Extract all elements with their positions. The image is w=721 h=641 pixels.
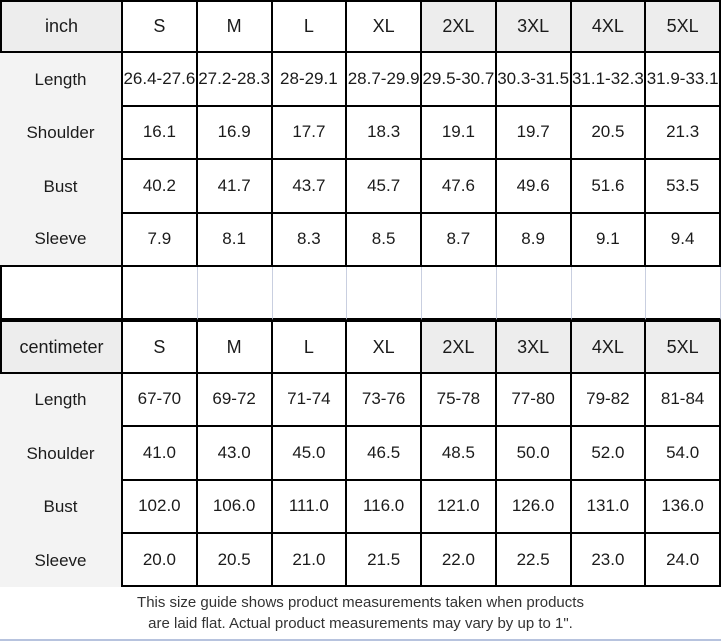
measurement-value-cell: 24.0: [646, 534, 721, 587]
measurement-value-cell: 21.3: [646, 107, 721, 160]
measurement-value-cell: 16.9: [198, 107, 273, 160]
measurement-value-cell: 102.0: [123, 481, 198, 534]
measurement-value-cell: 20.5: [198, 534, 273, 587]
measurement-value-cell: 77-80: [497, 374, 572, 427]
measurement-value-cell: 9.4: [646, 214, 721, 267]
size-header-cell: M: [198, 0, 273, 53]
measurement-value-cell: 111.0: [273, 481, 348, 534]
measurement-value-cell: 8.3: [273, 214, 348, 267]
measurement-value-cell: 69-72: [198, 374, 273, 427]
measure-label-cell: Shoulder: [0, 107, 123, 160]
measure-label-cell: Bust: [0, 160, 123, 213]
measurement-value-cell: 31.1-32.3: [572, 53, 647, 106]
size-guide-note-line1: This size guide shows product measurements taken when products: [137, 593, 584, 611]
size-header-cell: L: [273, 320, 348, 373]
measurement-value-cell: 23.0: [572, 534, 647, 587]
unit-header-cell: inch: [0, 0, 123, 53]
spacer-cell: [572, 267, 647, 320]
measurement-value-cell: 41.0: [123, 427, 198, 480]
measurement-value-cell: 54.0: [646, 427, 721, 480]
measurement-value-cell: 106.0: [198, 481, 273, 534]
unit-header-cell: centimeter: [0, 320, 123, 373]
measurement-value-cell: 67-70: [123, 374, 198, 427]
spacer-cell: [123, 267, 198, 320]
measurement-value-cell: 52.0: [572, 427, 647, 480]
measurement-value-cell: 21.5: [347, 534, 422, 587]
measurement-value-cell: 20.5: [572, 107, 647, 160]
measurement-value-cell: 22.5: [497, 534, 572, 587]
measurement-value-cell: 8.7: [422, 214, 497, 267]
measurement-value-cell: 51.6: [572, 160, 647, 213]
measurement-value-cell: 22.0: [422, 534, 497, 587]
measurement-value-cell: 30.3-31.5: [497, 53, 572, 106]
size-header-cell: 4XL: [572, 0, 647, 53]
measurement-value-cell: 71-74: [273, 374, 348, 427]
size-header-cell: M: [198, 320, 273, 373]
measure-label-cell: Length: [0, 374, 123, 427]
size-header-cell: S: [123, 0, 198, 53]
measurement-value-cell: 136.0: [646, 481, 721, 534]
spacer-label-cell: [0, 267, 123, 320]
measurement-value-cell: 116.0: [347, 481, 422, 534]
measurement-value-cell: 8.5: [347, 214, 422, 267]
measurement-value-cell: 26.4-27.6: [123, 53, 198, 106]
spacer-cell: [646, 267, 721, 320]
measurement-value-cell: 16.1: [123, 107, 198, 160]
size-header-cell: 3XL: [497, 0, 572, 53]
measurement-value-cell: 121.0: [422, 481, 497, 534]
measurement-value-cell: 47.6: [422, 160, 497, 213]
measurement-value-cell: 75-78: [422, 374, 497, 427]
measurement-value-cell: 31.9-33.1: [646, 53, 721, 106]
measurement-value-cell: 45.0: [273, 427, 348, 480]
measurement-value-cell: 43.7: [273, 160, 348, 213]
measurement-value-cell: 81-84: [646, 374, 721, 427]
size-header-cell: L: [273, 0, 348, 53]
measurement-value-cell: 49.6: [497, 160, 572, 213]
measurement-value-cell: 27.2-28.3: [198, 53, 273, 106]
measurement-value-cell: 28-29.1: [273, 53, 348, 106]
measurement-value-cell: 17.7: [273, 107, 348, 160]
measure-label-cell: Shoulder: [0, 427, 123, 480]
measure-label-cell: Bust: [0, 481, 123, 534]
spacer-cell: [273, 267, 348, 320]
spacer-cell: [347, 267, 422, 320]
size-guide-note: [0, 587, 721, 639]
measurement-value-cell: 131.0: [572, 481, 647, 534]
measurement-value-cell: 48.5: [422, 427, 497, 480]
measurement-value-cell: 8.9: [497, 214, 572, 267]
measure-label-cell: Length: [0, 53, 123, 106]
measurement-value-cell: 46.5: [347, 427, 422, 480]
measurement-value-cell: 21.0: [273, 534, 348, 587]
size-header-cell: 2XL: [422, 0, 497, 53]
size-header-cell: 5XL: [646, 320, 721, 373]
measure-label-cell: Sleeve: [0, 534, 123, 587]
size-header-cell: XL: [347, 320, 422, 373]
measurement-value-cell: 45.7: [347, 160, 422, 213]
measurement-value-cell: 9.1: [572, 214, 647, 267]
size-header-cell: 2XL: [422, 320, 497, 373]
measurement-value-cell: 18.3: [347, 107, 422, 160]
size-header-cell: 4XL: [572, 320, 647, 373]
measurement-value-cell: 41.7: [198, 160, 273, 213]
measurement-value-cell: 126.0: [497, 481, 572, 534]
measurement-value-cell: 7.9: [123, 214, 198, 267]
spacer-cell: [198, 267, 273, 320]
measurement-value-cell: 28.7-29.9: [347, 53, 422, 106]
measurement-value-cell: 79-82: [572, 374, 647, 427]
size-header-cell: 3XL: [497, 320, 572, 373]
measure-label-cell: Sleeve: [0, 214, 123, 267]
measurement-value-cell: 43.0: [198, 427, 273, 480]
size-header-cell: 5XL: [646, 0, 721, 53]
measurement-value-cell: 19.7: [497, 107, 572, 160]
measurement-value-cell: 40.2: [123, 160, 198, 213]
spacer-cell: [422, 267, 497, 320]
measurement-value-cell: 19.1: [422, 107, 497, 160]
measurement-value-cell: 73-76: [347, 374, 422, 427]
size-guide-note-line2: are laid flat. Actual product measurements may vary by up to 1".: [148, 615, 573, 633]
measurement-value-cell: 50.0: [497, 427, 572, 480]
measurement-value-cell: 8.1: [198, 214, 273, 267]
size-header-cell: XL: [347, 0, 422, 53]
measurement-value-cell: 53.5: [646, 160, 721, 213]
size-header-cell: S: [123, 320, 198, 373]
measurement-value-cell: 29.5-30.7: [422, 53, 497, 106]
spacer-cell: [497, 267, 572, 320]
measurement-value-cell: 20.0: [123, 534, 198, 587]
